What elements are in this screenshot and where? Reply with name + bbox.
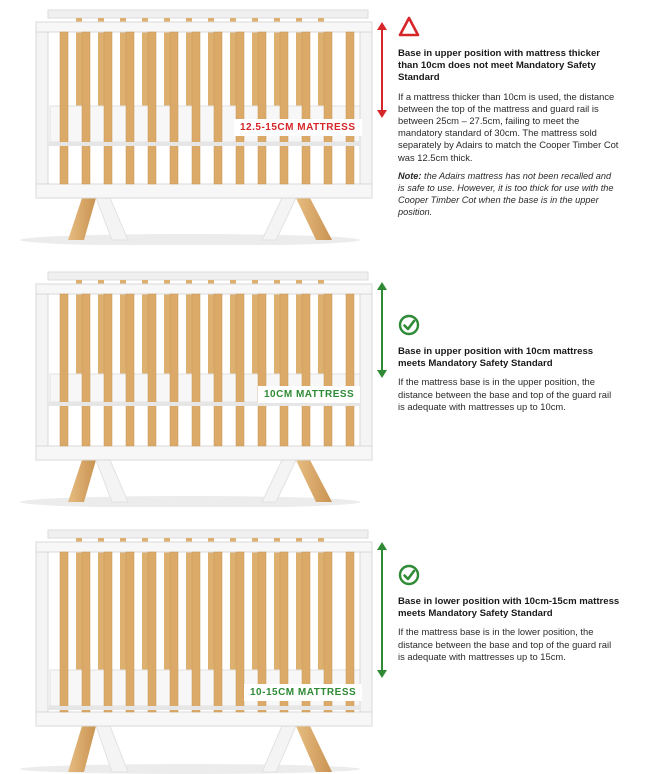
section-text [398,564,620,669]
section-body: If a mattress thicker than 10cm is used, the distance between the top of the mattress and guard rail is between 25cm – 27.5cm, failing to meet the mandatory standard of 30cm. The mattress sold separately by Adairs to match the Cooper Timber Cot was 12.5cm thick. [398,90,619,163]
cot-leg [96,460,128,502]
cot-post [360,284,372,460]
mattress-size-label: 10CM MATTRESS [258,386,360,403]
gap-measure-arrow [376,282,388,378]
cot-post [36,542,48,726]
mattress-size-label: 10-15CM MATTRESS [244,684,362,701]
bottom-rail [36,712,372,726]
section-text [398,16,620,218]
guard-rail [36,22,372,32]
cot-leg [296,198,332,240]
cot-leg [262,460,296,502]
mattress-size-label: 12.5-15CM MATTRESS [234,119,362,136]
section-heading: Base in lower position with 10cm-15cm mattress meets Mandatory Safety Standard [398,596,620,620]
cot-post [36,284,48,460]
cot-post [360,22,372,198]
guard-rail [36,542,372,552]
note-text: the Adairs mattress has not been recalled and is safe to use. However, it is too thick for use with the Cooper Timber Cot when the base is in the upper position. [398,170,614,217]
cot-post [36,22,48,198]
gap-measure-arrow [376,22,388,118]
warning-triangle-icon [398,16,420,38]
section-text [398,314,620,419]
cot-leg [262,198,296,240]
cot-leg [68,460,96,502]
section-heading: Base in upper position with mattress thicker than 10cm does not meet Mandatory Safety Standard [398,48,601,84]
cot-leg [68,198,96,240]
check-circle-icon [398,314,420,336]
section-body: If the mattress base is in the upper position, the distance between the base and top of the guard rail is adequate with mattresses up to 10cm. [398,376,612,412]
bottom-rail [36,446,372,460]
gap-measure-arrow [376,542,388,678]
guard-rail [36,284,372,294]
section-heading: Base in upper position with 10cm mattress meets Mandatory Safety Standard [398,346,594,370]
cot-leg [296,726,332,772]
section-lower-thick-mattress [0,520,660,774]
section-upper-thick-mattress [0,0,660,255]
cot-illustration [0,520,380,760]
section-body: If the mattress base is in the lower position, the distance between the base and top of the guard rail is adequate with mattresses up to 15cm. [398,626,612,662]
bottom-rail [36,184,372,198]
check-circle-icon [398,564,420,586]
note-label: Note: [398,170,422,181]
section-upper-10cm-mattress [0,262,660,507]
cot-illustration [0,262,380,502]
cot-leg [96,198,128,240]
section-note [398,170,620,218]
cot-leg [296,460,332,502]
